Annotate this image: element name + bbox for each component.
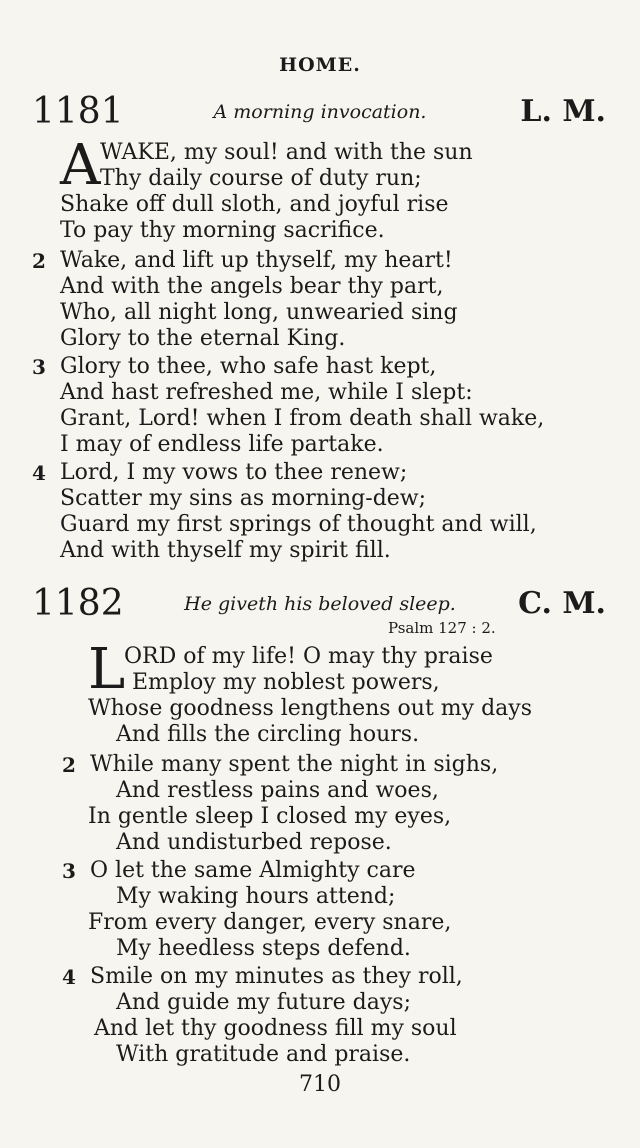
hymn-meter: C. M. xyxy=(518,586,606,621)
hymn-number: 1182 xyxy=(32,583,124,624)
stanza-number: 3 xyxy=(32,355,46,379)
stanza-number: 2 xyxy=(32,249,46,273)
verse-line: Whose goodness lengthens out my days xyxy=(88,696,532,721)
verse-line: Scatter my sins as morning-dew; xyxy=(60,486,427,511)
verse-line: Thy daily course of duty run; xyxy=(100,166,422,191)
verse-line: And let thy goodness fill my soul xyxy=(94,1016,457,1041)
verse-line: My heedless steps defend. xyxy=(116,936,411,961)
verse-line: Grant, Lord! when I from death shall wake, xyxy=(60,406,545,431)
verse-line: My waking hours attend; xyxy=(116,884,396,909)
stanza-number: 4 xyxy=(32,461,46,485)
drop-cap: A xyxy=(60,133,101,198)
stanza-number: 3 xyxy=(62,859,76,883)
hymn-header-1182 xyxy=(0,584,640,624)
verse-line: And with the angels bear thy part, xyxy=(60,274,444,299)
verse-line: O let the same Almighty care xyxy=(90,858,416,883)
verse-line: Employ my noblest powers, xyxy=(132,670,440,695)
verse-line: And guide my future days; xyxy=(116,990,411,1015)
verse-line: While many spent the night in sighs, xyxy=(90,752,499,777)
verse-line: ORD of my life! O may thy praise xyxy=(124,644,493,669)
verse-line: WAKE, my soul! and with the sun xyxy=(100,140,473,165)
hymn-meter: L. M. xyxy=(520,94,606,129)
verse-line: And fills the circling hours. xyxy=(116,722,420,747)
verse-line: Wake, and lift up thyself, my heart! xyxy=(60,248,453,273)
verse-line: In gentle sleep I closed my eyes, xyxy=(88,804,452,829)
running-head: HOME. xyxy=(279,54,361,76)
hymn-number: 1181 xyxy=(32,91,124,132)
verse-line: Glory to thee, who safe hast kept, xyxy=(60,354,437,379)
stanza-number: 4 xyxy=(62,965,76,989)
verse-line: And restless pains and woes, xyxy=(116,778,439,803)
verse-line: To pay thy morning sacrifice. xyxy=(60,218,385,243)
verse-line: And undisturbed repose. xyxy=(116,830,392,855)
verse-line: From every danger, every snare, xyxy=(88,910,452,935)
page-number: 710 xyxy=(299,1072,341,1097)
verse-line: And hast refreshed me, while I slept: xyxy=(60,380,473,405)
scripture-reference: Psalm 127 : 2. xyxy=(388,619,496,637)
verse-line: Glory to the eternal King. xyxy=(60,326,346,351)
verse-line: With gratitude and praise. xyxy=(116,1042,411,1067)
hymn-title: A morning invocation. xyxy=(213,101,427,123)
drop-cap: L xyxy=(88,637,126,702)
verse-line: Guard my first springs of thought and will, xyxy=(60,512,537,537)
stanza-number: 2 xyxy=(62,753,76,777)
verse-line: I may of endless life partake. xyxy=(60,432,384,457)
verse-line: Who, all night long, unwearied sing xyxy=(60,300,458,325)
hymn-title: He giveth his beloved sleep. xyxy=(184,593,456,615)
verse-line: And with thyself my spirit fill. xyxy=(60,538,391,563)
verse-line: Smile on my minutes as they roll, xyxy=(90,964,463,989)
verse-line: Shake off dull sloth, and joyful rise xyxy=(60,192,449,217)
verse-line: Lord, I my vows to thee renew; xyxy=(60,460,408,485)
hymn-header-1181 xyxy=(0,92,640,132)
